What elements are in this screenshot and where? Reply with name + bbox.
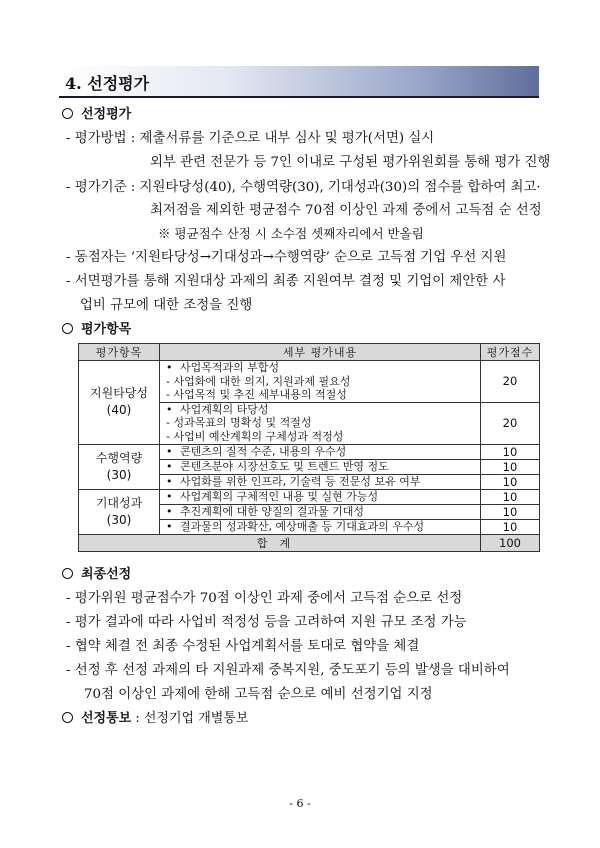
score-cell: 10 [481, 489, 540, 504]
hollow-circle-icon [62, 568, 73, 579]
bullet-text: 콘텐츠분야 시장선호도 및 트렌드 반영 정도 [180, 459, 389, 473]
category-points: (40) [106, 403, 132, 418]
detail-cell [160, 474, 481, 489]
bullet-text: 사업화를 위한 인프라, 기술력 등 전문성 보유 여부 [180, 474, 421, 488]
criteria-text-1: 지원타당성(40), 수행역량(30), 기대성과(30)의 점수를 합하여 최고· [139, 180, 541, 195]
bullet-icon: • [166, 519, 173, 533]
detail-cell [160, 444, 481, 459]
score-cell: 10 [481, 519, 540, 534]
category-cell [79, 444, 160, 489]
bullet-item [164, 403, 476, 417]
bullet-item [164, 445, 476, 459]
category-cell [79, 489, 160, 534]
score-cell: 20 [481, 361, 540, 403]
method-text-1: 제출서류를 기준으로 내부 심사 및 평가(서면) 실시 [139, 131, 435, 146]
header-underline [59, 96, 539, 98]
bullet-text: 콘텐츠의 질적 수준, 내용의 우수성 [180, 444, 347, 458]
detail-cell [160, 519, 481, 534]
final-item-4-cont: 70점 이상인 과제에 한해 고득점 순으로 예비 선정기업 지정 [84, 687, 433, 702]
sub-item: - 성과목표의 명확성 및 적절성 [166, 416, 312, 430]
table-header-row [79, 344, 540, 361]
heading-text: 최종선정 [81, 567, 132, 582]
criteria-line-2: 최저점을 제외한 평균점수 70점 이상인 과제 중에서 고득점 순 선정 [150, 203, 542, 218]
category-cell [79, 361, 160, 445]
bullet-icon: • [166, 489, 173, 503]
table-total-row [79, 534, 540, 551]
hollow-circle-icon [62, 712, 73, 723]
category-points: (30) [106, 467, 132, 482]
heading-text: 평가항목 [81, 322, 132, 337]
score-cell: 10 [481, 504, 540, 519]
detail-cell [160, 489, 481, 504]
document-eval-line-1: - 서면평가를 통해 지원대상 과제의 최종 지원여부 결정 및 기업이 제안한 사 [66, 274, 506, 289]
bullet-item [164, 520, 476, 534]
final-item-4: - 선정 후 선정 과제의 타 지원과제 중복지원, 중도포기 등의 발생을 대비하여 [66, 663, 510, 678]
notification-text: : 선정기업 개별통보 [131, 711, 249, 726]
sub-item: - 사업화에 대한 의지, 지원과제 필요성 [166, 374, 351, 388]
page-number: - 6 - [289, 797, 311, 810]
total-label: 합계 [79, 534, 481, 551]
category-name: 수행역량 [95, 450, 143, 465]
heading-selection-evaluation [62, 106, 131, 124]
detail-cell [160, 459, 481, 474]
bullet-icon: • [166, 459, 173, 473]
tie-break-line: - 동점자는 ‘지원타당성→기대성과→수행역량’ 순으로 고득점 기업 우선 지원 [66, 250, 507, 265]
bullet-text: 사업계획의 타당성 [180, 402, 269, 416]
criteria-line-1 [66, 179, 541, 197]
bullet-icon: • [166, 361, 173, 374]
category-name: 기대성과 [95, 495, 143, 510]
sub-item: - 사업목적 및 추진 세부내용의 적절성 [166, 388, 347, 402]
total-score: 100 [481, 534, 540, 551]
document-eval-line-2: 업비 규모에 대한 조정을 진행 [80, 298, 253, 313]
section-header [59, 66, 539, 96]
hollow-circle-icon [62, 323, 73, 334]
heading-final-selection [62, 566, 131, 584]
bullet-item [164, 490, 476, 504]
table-row [79, 361, 540, 403]
heading-text: 선정통보 [81, 711, 132, 726]
bullet-icon: • [166, 402, 173, 416]
bullet-item [164, 475, 476, 489]
score-cell: 10 [481, 459, 540, 474]
col-header-category: 평가항목 [79, 344, 160, 361]
score-cell: 10 [481, 474, 540, 489]
detail-cell [160, 361, 481, 403]
final-item-1: - 평가위원 평균점수가 70점 이상인 과제 중에서 고득점 순으로 선정 [66, 591, 463, 606]
heading-text: 선정평가 [81, 107, 132, 122]
bullet-item [164, 505, 476, 519]
final-item-3: - 협약 체결 전 최종 수정된 사업계획서를 토대로 협약을 체결 [66, 639, 420, 654]
detail-cell [160, 402, 481, 444]
sub-item: - 사업비 예산계획의 구체성과 적정성 [166, 429, 344, 443]
col-header-detail: 세부 평가내용 [160, 344, 481, 361]
bullet-text: 사업목적과의 부합성 [180, 361, 280, 374]
bullet-icon: • [166, 474, 173, 488]
rounding-note: ※ 평균점수 산정 시 소수점 셋째자리에서 반올림 [158, 226, 424, 241]
bullet-icon: • [166, 504, 173, 518]
method-line-1 [66, 130, 434, 148]
bullet-icon: • [166, 444, 173, 458]
table-row [79, 444, 540, 459]
category-name: 지원타당성 [90, 386, 148, 401]
heading-notification [62, 710, 248, 728]
bullet-item [164, 460, 476, 474]
heading-evaluation-items [62, 321, 131, 339]
criteria-label: - 평가기준 : [66, 180, 140, 195]
col-header-score: 평가점수 [481, 344, 540, 361]
method-line-2: 외부 관련 전문가 등 7인 이내로 구성된 평가위원회를 통해 평가 진행 [150, 155, 551, 170]
final-item-2: - 평가 결과에 따라 사업비 적정성 등을 고려하여 지원 규모 조정 가능 [66, 615, 467, 630]
method-label: - 평가방법 : [66, 131, 140, 146]
category-points: (30) [106, 512, 132, 527]
bullet-text: 결과물의 성과확산, 예상매출 등 기대효과의 우수성 [180, 519, 425, 533]
evaluation-table [78, 343, 540, 552]
bullet-item [164, 361, 476, 375]
score-cell: 10 [481, 444, 540, 459]
bullet-text: 사업계획의 구체적인 내용 및 실현 가능성 [180, 489, 379, 503]
table-row [79, 489, 540, 504]
bullet-text: 추진계획에 대한 양질의 결과물 기대성 [180, 504, 365, 518]
hollow-circle-icon [62, 108, 73, 119]
section-title: 4. 선정평가 [65, 74, 150, 93]
score-cell: 20 [481, 402, 540, 444]
detail-cell [160, 504, 481, 519]
